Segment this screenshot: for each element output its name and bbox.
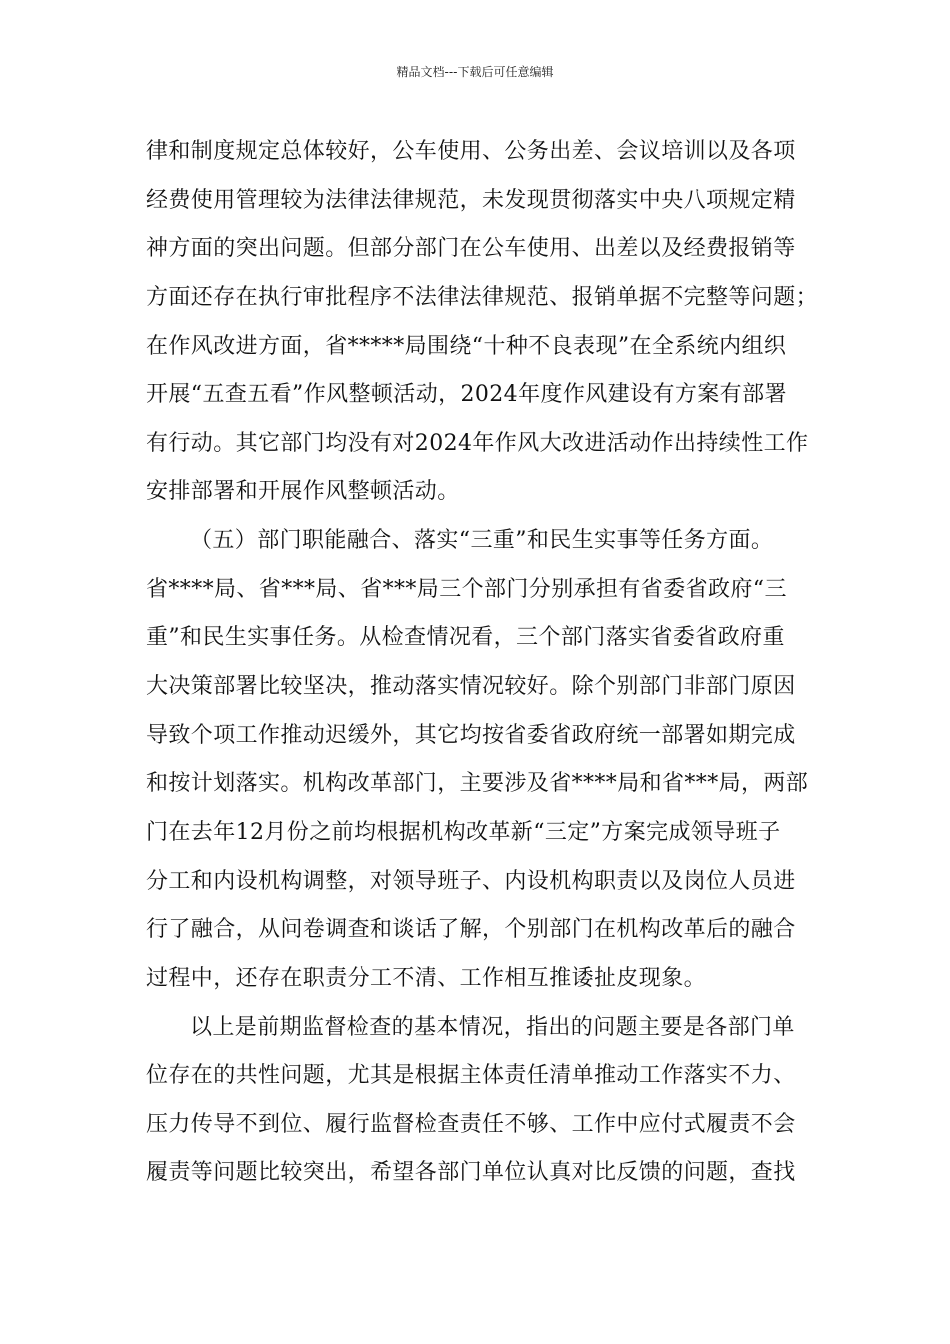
- document-body: [146, 128, 819, 1198]
- text-line: 行了融合，从问卷调查和谈话了解，个别部门在机构改革后的融合: [146, 917, 796, 943]
- text-line: 重”和民生实事任务。从检查情况看，三个部门落实省委省政府重: [146, 625, 785, 651]
- text-line: 经费使用管理较为法律法律规范，未发现贯彻落实中央八项规定精: [146, 187, 796, 213]
- section-heading-line: （五）部门职能融合、落实“三重”和民生实事等任务方面。: [190, 528, 774, 554]
- text-line: 开展“五查五看”作风整顿活动，2024年度作风建设有方案有部署: [146, 382, 787, 408]
- text-line: 和按计划落实。机构改革部门，主要涉及省****局和省***局，两部: [146, 771, 809, 797]
- text-line: 律和制度规定总体较好，公车使用、公务出差、会议培训以及各项: [146, 139, 796, 164]
- text-line: 有行动。其它部门均没有对2024年作风大改进活动作出持续性工作: [146, 430, 809, 456]
- text-line: 省****局、省***局、省***局三个部门分别承担有省委省政府“三: [146, 576, 787, 602]
- text-line: 大决策部署比较坚决，推动落实情况较好。除个别部门非部门原因: [146, 674, 796, 700]
- text-line: 压力传导不到位、履行监督检查责任不够、工作中应付式履责不会: [146, 1111, 796, 1137]
- text-line: 位存在的共性问题，尤其是根据主体责任清单推动工作落实不力、: [146, 1063, 796, 1089]
- text-line: 过程中，还存在职责分工不清、工作相互推诿扯皮现象。: [146, 965, 707, 991]
- page-header: 精品文档---下载后可任意编辑: [396, 65, 554, 79]
- text-line: 神方面的突出问题。但部分部门在公车使用、出差以及经费报销等: [146, 236, 796, 262]
- text-line: 分工和内设机构调整，对领导班子、内设机构职责以及岗位人员进: [146, 868, 796, 894]
- text-line: 安排部署和开展作风整顿活动。: [146, 479, 460, 505]
- text-line: 履责等问题比较突出，希望各部门单位认真对比反馈的问题，查找: [146, 1160, 796, 1186]
- text-line: 方面还存在执行审批程序不法律法律规范、报销单据不完整等问题；: [146, 284, 819, 310]
- text-line: 在作风改进方面，省*****局围绕“十种不良表现”在全系统内组织: [146, 333, 787, 359]
- text-line: 门在去年12月份之前均根据机构改革新“三定”方案完成领导班子: [146, 819, 781, 845]
- text-line: 导致个项工作推动迟缓外，其它均按省委省政府统一部署如期完成: [146, 722, 796, 748]
- paragraph-start-line: 以上是前期监督检查的基本情况，指出的问题主要是各部门单: [190, 1014, 795, 1040]
